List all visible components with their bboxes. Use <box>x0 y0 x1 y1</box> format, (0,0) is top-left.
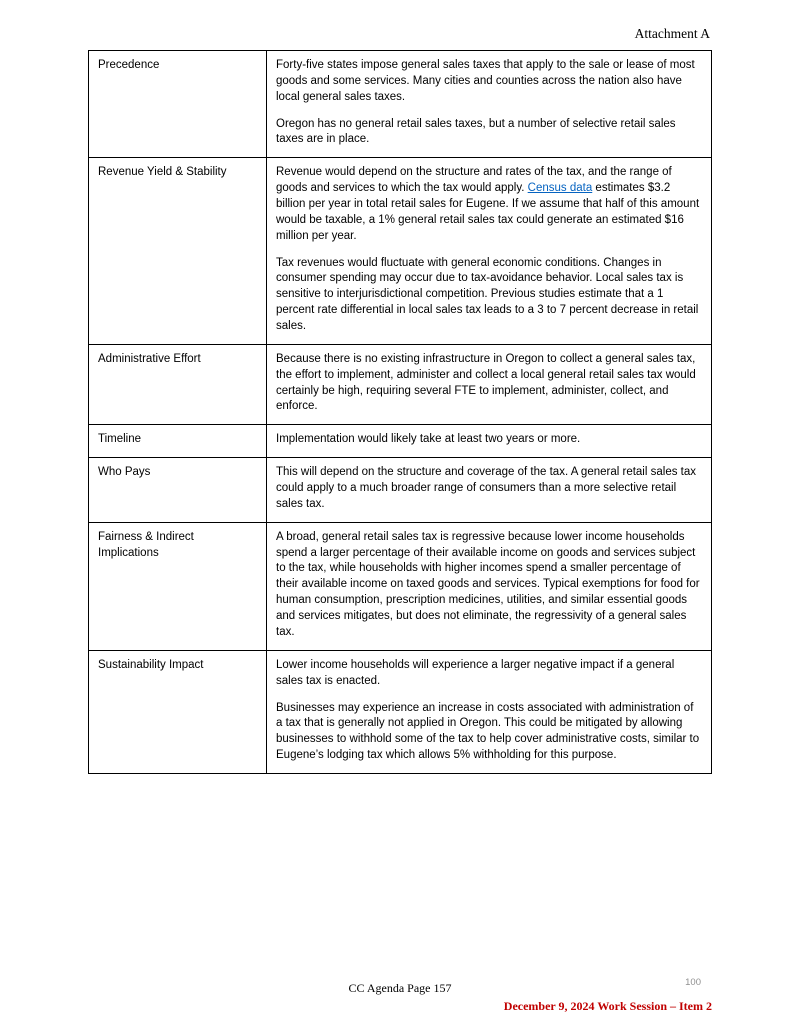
paragraph: Revenue would depend on the structure and rates of the tax, and the range of goods and services to which the tax would apply. Census data estimates $3.2 billion per year in total retail sales for Eugene. If we assume that half of this amount would be taxable, a 1% general retail sales tax could generate an estimated $16 million per year. <box>276 166 700 242</box>
paragraph: Businesses may experience an increase in costs associated with administration of a tax that is generally not applied in Oregon. This could be mitigated by allowing businesses to withhold some of the tax to help cover administrative costs, similar to Eugene’s lodging tax which allows 5% withholding for this purpose. <box>276 701 700 762</box>
table-row <box>89 650 712 773</box>
paragraph: Oregon has no general retail sales taxes, but a number of selective retail sales taxes are in place. <box>276 117 676 146</box>
paragraph: Because there is no existing infrastructure in Oregon to collect a general sales tax, the effort to implement, administer and collect a local general retail sales tax would certainly be high, requiring several FTE to implement, administer, collect, and enforce. <box>276 352 696 413</box>
paragraph: A broad, general retail sales tax is regressive because lower income households spend a larger percentage of their available income on goods and services subject to the tax, while households with higher incomes spend a smaller percentage of their available income on taxed goods and services. Typical exemptions for food for human consumption, prescription medicines, utilities, and similar essential goods and services mitigates, but does not eliminate, the regressivity of a general sales tax. <box>276 530 700 638</box>
row-content <box>267 650 712 773</box>
table-row <box>89 425 712 458</box>
table-row <box>89 522 712 650</box>
footer-page-label: CC Agenda Page 157 <box>348 981 452 995</box>
table-row <box>89 51 712 158</box>
table-row <box>89 458 712 523</box>
table-row <box>89 344 712 424</box>
row-content <box>267 425 712 458</box>
footer-session-label: December 9, 2024 Work Session – Item 2 <box>503 999 712 1013</box>
footer-page-number: 100 <box>685 977 701 988</box>
row-label: Fairness & Indirect Implications <box>89 522 267 650</box>
row-content <box>267 158 712 345</box>
paragraph: Implementation would likely take at least two years or more. <box>276 433 581 446</box>
row-label: Revenue Yield & Stability <box>89 158 267 345</box>
row-label: Sustainability Impact <box>89 650 267 773</box>
row-label: Timeline <box>89 425 267 458</box>
census-data-link[interactable]: Census data <box>527 182 593 195</box>
attachment-label: Attachment A <box>634 26 710 41</box>
paragraph: Tax revenues would fluctuate with general economic conditions. Changes in consumer spending may occur due to tax-avoidance behavior. Local sales tax is sensitive to interjurisdictional competition. Previous studies estimate that a 1 percent rate differential in local sales tax leads to a 3 to 7 percent decrease in retail sales. <box>276 256 699 333</box>
paragraph: Lower income households will experience a larger negative impact if a general sales tax is enacted. <box>276 658 675 687</box>
row-content <box>267 344 712 424</box>
row-label: Who Pays <box>89 458 267 523</box>
table-row <box>89 158 712 345</box>
info-table <box>88 50 712 774</box>
paragraph: Forty-five states impose general sales taxes that apply to the sale or lease of most goods and some services. Many cities and counties across the nation also have local general sales taxes. <box>276 59 695 103</box>
info-table-body <box>89 51 712 774</box>
row-label: Precedence <box>89 51 267 158</box>
row-content <box>267 458 712 523</box>
row-content <box>267 522 712 650</box>
row-label: Administrative Effort <box>89 344 267 424</box>
paragraph: This will depend on the structure and coverage of the tax. A general retail sales tax could apply to a much broader range of consumers than a more selective retail sales tax. <box>276 466 696 510</box>
row-content <box>267 51 712 158</box>
